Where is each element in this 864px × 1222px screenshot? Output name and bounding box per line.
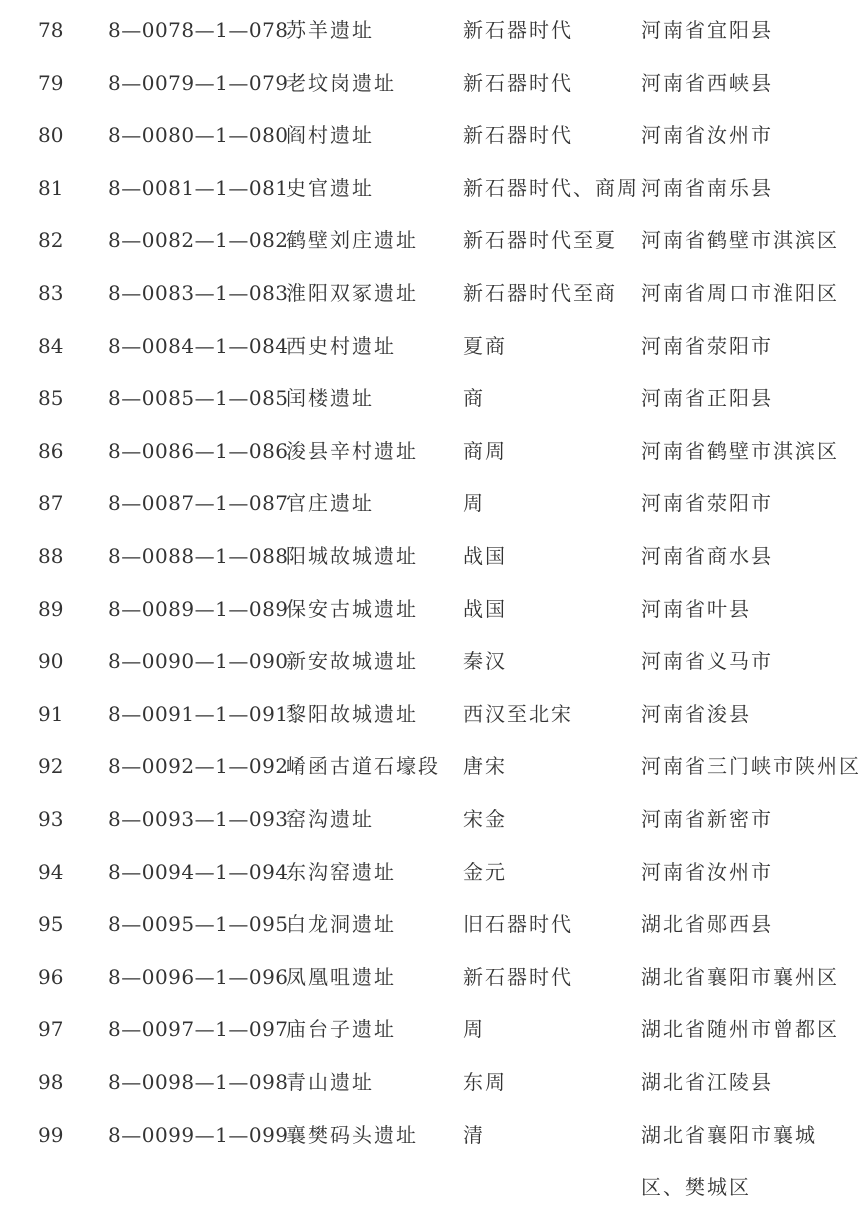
site-code: 8—0096—1—096	[108, 964, 289, 989]
site-location: 河南省荥阳市	[641, 491, 773, 516]
site-code: 8—0079—1—079	[108, 70, 289, 95]
table-row	[0, 109, 864, 161]
site-name: 阳城故城遗址	[286, 544, 418, 568]
site-era: 金元	[463, 859, 507, 884]
table-row	[0, 740, 864, 792]
site-location: 河南省荥阳市	[641, 333, 773, 358]
site-code: 8—0088—1—088	[108, 544, 289, 568]
site-location: 河南省商水县	[641, 544, 773, 568]
site-code: 8—0078—1—078	[108, 18, 289, 42]
site-name: 新安故城遗址	[286, 649, 418, 674]
table-row	[0, 320, 864, 372]
site-name: 青山遗址	[286, 1070, 374, 1094]
row-number: 81	[38, 175, 64, 200]
site-era: 宋金	[463, 807, 507, 831]
site-era: 新石器时代至商	[463, 281, 617, 305]
row-number: 98	[38, 1070, 64, 1094]
site-location: 河南省鹤壁市淇滨区	[641, 438, 839, 463]
table-row	[0, 846, 864, 898]
site-code: 8—0082—1—082	[108, 228, 289, 253]
row-number: 94	[38, 859, 64, 884]
site-era: 新石器时代至夏	[463, 228, 617, 253]
table-row	[0, 530, 864, 582]
site-name: 东沟窑遗址	[286, 859, 396, 884]
table-row	[0, 688, 864, 740]
row-number: 89	[38, 596, 64, 621]
site-location: 河南省叶县	[641, 596, 751, 621]
site-location: 河南省南乐县	[641, 175, 773, 200]
site-era: 战国	[463, 544, 507, 568]
site-era: 东周	[463, 1070, 507, 1094]
site-location: 河南省周口市淮阳区	[641, 281, 839, 305]
row-number: 79	[38, 70, 64, 95]
site-code: 8—0083—1—083	[108, 281, 289, 305]
site-era: 新石器时代	[463, 964, 573, 989]
row-number: 84	[38, 333, 64, 358]
site-location: 湖北省江陵县	[641, 1070, 773, 1094]
site-era: 唐宋	[463, 754, 507, 779]
site-location: 河南省西峡县	[641, 70, 773, 95]
site-name: 庙台子遗址	[286, 1017, 396, 1042]
site-location: 湖北省襄阳市襄州区	[641, 964, 839, 989]
site-era: 夏商	[463, 333, 507, 358]
row-number: 96	[38, 964, 64, 989]
table-row	[0, 425, 864, 477]
table-row	[0, 1003, 864, 1055]
site-code: 8—0091—1—091	[108, 701, 289, 726]
site-location: 湖北省郧西县	[641, 912, 773, 937]
site-name: 鹤壁刘庄遗址	[286, 228, 418, 253]
site-era: 商	[463, 386, 485, 411]
table-row	[0, 267, 864, 319]
row-number: 82	[38, 228, 64, 253]
table-row	[0, 1056, 864, 1108]
site-name: 凤凰咀遗址	[286, 964, 396, 989]
site-code: 8—0099—1—099	[108, 1122, 289, 1147]
table-row	[0, 162, 864, 214]
row-number: 83	[38, 281, 64, 305]
site-code: 8—0092—1—092	[108, 754, 289, 779]
site-era: 新石器时代	[463, 70, 573, 95]
site-era: 旧石器时代	[463, 912, 573, 937]
table-row	[0, 1109, 864, 1199]
site-location: 河南省汝州市	[641, 859, 773, 884]
site-location: 河南省正阳县	[641, 386, 773, 411]
site-name: 闰楼遗址	[286, 386, 374, 411]
row-number: 93	[38, 807, 64, 831]
table-row	[0, 793, 864, 845]
site-name: 崤函古道石壕段	[286, 754, 440, 779]
site-era: 新石器时代	[463, 18, 573, 42]
site-name: 白龙洞遗址	[286, 912, 396, 937]
site-location: 河南省三门峡市陕州区	[641, 754, 861, 779]
site-code: 8—0086—1—086	[108, 438, 289, 463]
row-number: 95	[38, 912, 64, 937]
site-era: 清	[463, 1122, 485, 1147]
site-code: 8—0097—1—097	[108, 1017, 289, 1042]
site-code: 8—0085—1—085	[108, 386, 289, 411]
table-row	[0, 583, 864, 635]
site-code: 8—0084—1—084	[108, 333, 289, 358]
site-era: 周	[463, 1017, 485, 1042]
site-code: 8—0080—1—080	[108, 123, 289, 148]
site-location: 河南省鹤壁市淇滨区	[641, 228, 839, 253]
site-code: 8—0098—1—098	[108, 1070, 289, 1094]
row-number: 86	[38, 438, 64, 463]
table-row	[0, 57, 864, 109]
table-row	[0, 214, 864, 266]
site-era: 西汉至北宋	[463, 701, 573, 726]
table-row	[0, 4, 864, 56]
site-location: 河南省浚县	[641, 701, 751, 726]
site-name: 窑沟遗址	[286, 807, 374, 831]
site-location: 河南省义马市	[641, 649, 773, 674]
site-location: 河南省宜阳县	[641, 18, 773, 42]
site-location: 河南省新密市	[641, 807, 773, 831]
site-code: 8—0094—1—094	[108, 859, 289, 884]
site-code: 8—0089—1—089	[108, 596, 289, 621]
site-location: 河南省汝州市	[641, 123, 773, 148]
site-era: 新石器时代、商周	[463, 175, 639, 200]
site-name: 官庄遗址	[286, 491, 374, 516]
row-number: 90	[38, 649, 64, 674]
site-name: 淮阳双冢遗址	[286, 281, 418, 305]
site-code: 8—0090—1—090	[108, 649, 289, 674]
site-code: 8—0093—1—093	[108, 807, 289, 831]
row-number: 91	[38, 701, 64, 726]
site-name: 襄樊码头遗址	[286, 1122, 418, 1147]
site-name: 苏羊遗址	[286, 18, 374, 42]
site-era: 商周	[463, 438, 507, 463]
row-number: 80	[38, 123, 64, 148]
site-location: 湖北省襄阳市襄城区、樊城区	[641, 1122, 817, 1199]
site-name: 西史村遗址	[286, 333, 396, 358]
site-code: 8—0081—1—081	[108, 175, 289, 200]
row-number: 87	[38, 491, 64, 516]
row-number: 92	[38, 754, 64, 779]
site-name: 保安古城遗址	[286, 596, 418, 621]
site-name: 阎村遗址	[286, 123, 374, 148]
row-number: 99	[38, 1122, 64, 1147]
site-era: 秦汉	[463, 649, 507, 674]
site-name: 浚县辛村遗址	[286, 438, 418, 463]
table-row	[0, 898, 864, 950]
table-row	[0, 372, 864, 424]
site-name: 老坟岗遗址	[286, 70, 396, 95]
table-row	[0, 635, 864, 687]
site-era: 战国	[463, 596, 507, 621]
row-number: 88	[38, 544, 64, 568]
row-number: 97	[38, 1017, 64, 1042]
site-era: 新石器时代	[463, 123, 573, 148]
row-number: 78	[38, 18, 64, 42]
site-code: 8—0095—1—095	[108, 912, 289, 937]
site-name: 黎阳故城遗址	[286, 701, 418, 726]
table-row	[0, 951, 864, 1003]
site-name: 史官遗址	[286, 175, 374, 200]
table-row	[0, 477, 864, 529]
site-code: 8—0087—1—087	[108, 491, 289, 516]
site-location: 湖北省随州市曾都区	[641, 1017, 839, 1042]
site-era: 周	[463, 491, 485, 516]
row-number: 85	[38, 386, 64, 411]
